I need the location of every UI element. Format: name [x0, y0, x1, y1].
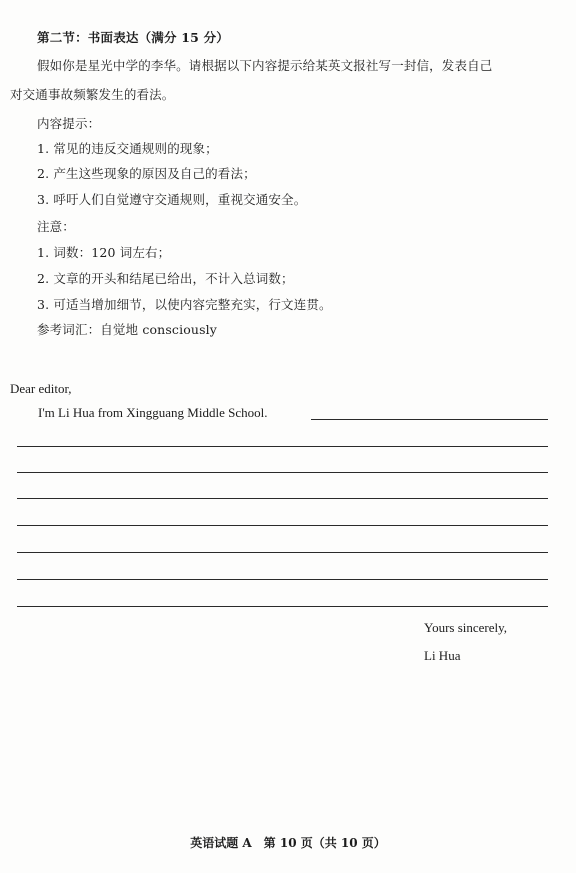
letter-greeting: Dear editor, — [10, 381, 72, 396]
prompt-intro-line-2: 对交通事故频繁发生的看法。 — [10, 87, 175, 102]
section-title: 第二节：书面表达（满分 15 分） — [37, 30, 229, 45]
hint-item-2: 2. 产生这些现象的原因及自己的看法； — [37, 166, 256, 181]
hints-label: 内容提示： — [37, 116, 101, 131]
letter-signature: Li Hua — [424, 648, 461, 663]
reference-vocabulary: 参考词汇：自觉地 consciously — [37, 322, 218, 337]
writing-line-3 — [17, 472, 548, 473]
hint-item-1: 1. 常见的违反交通规则的现象； — [37, 141, 218, 156]
hint-item-3: 3. 呼吁人们自觉遵守交通规则，重视交通安全。 — [37, 192, 307, 207]
prompt-intro-line-1: 假如你是星光中学的李华。请根据以下内容提示给某英文报社写一封信，发表自己 — [37, 58, 493, 73]
note-item-3: 3. 可适当增加细节，以使内容完整充实，行文连贯。 — [37, 297, 332, 312]
writing-line-2 — [17, 446, 548, 447]
letter-opening-sentence: I'm Li Hua from Xingguang Middle School. — [38, 405, 268, 420]
letter-closing: Yours sincerely, — [424, 620, 508, 635]
writing-line-5 — [17, 525, 548, 526]
page-footer: 英语试题 A 第 10 页（共 10 页） — [190, 836, 386, 850]
writing-line-1 — [311, 419, 548, 420]
writing-line-7 — [17, 579, 548, 580]
notes-label: 注意： — [37, 219, 75, 234]
writing-line-4 — [17, 498, 548, 499]
note-item-2: 2. 文章的开头和结尾已给出，不计入总词数； — [37, 271, 294, 286]
writing-line-6 — [17, 552, 548, 553]
writing-line-8 — [17, 606, 548, 607]
note-item-1: 1. 词数：120 词左右； — [37, 245, 171, 260]
